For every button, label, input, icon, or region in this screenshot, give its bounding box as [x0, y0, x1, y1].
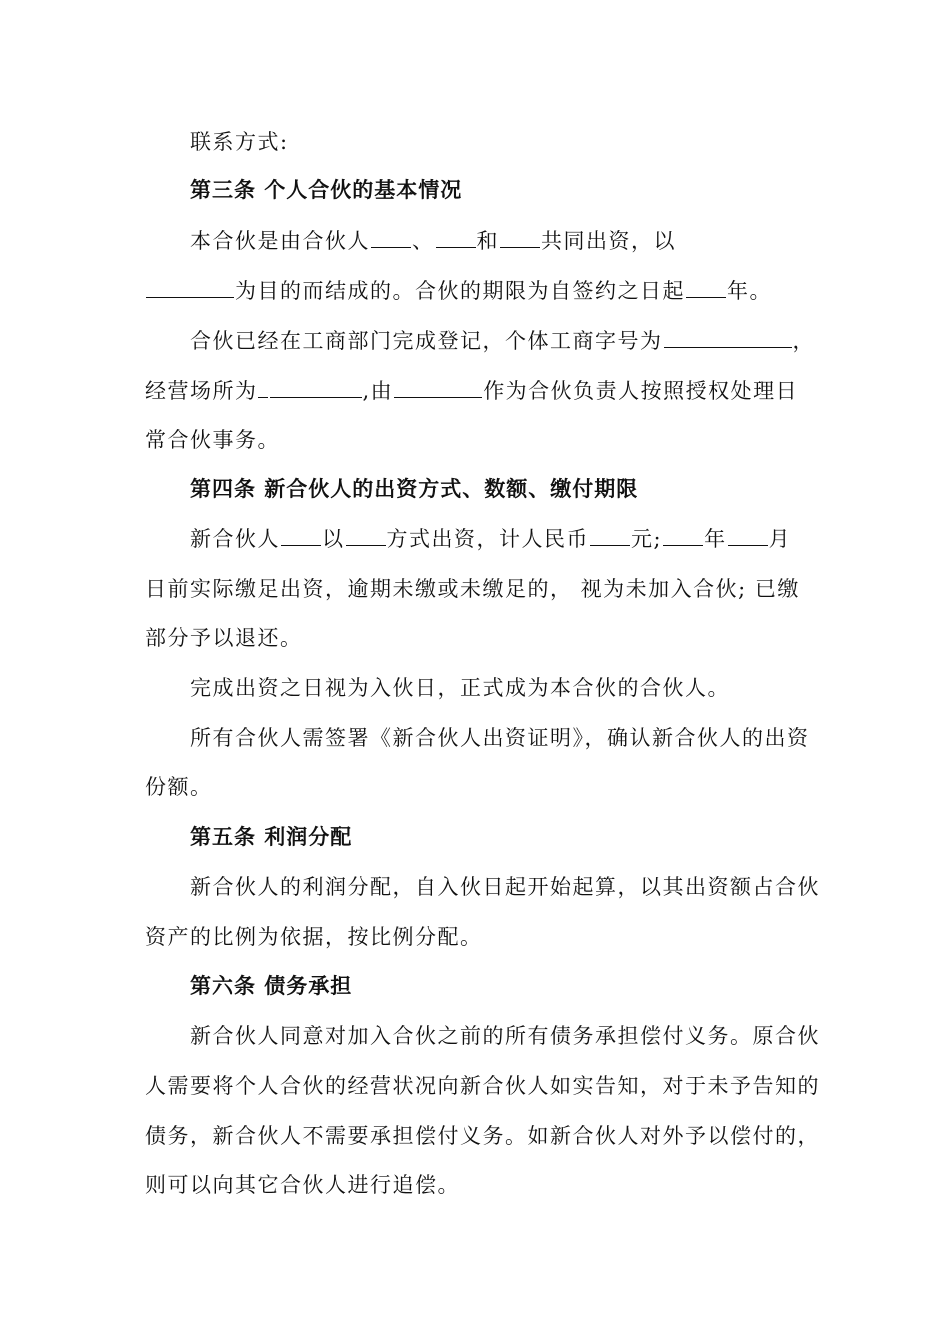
text: 债务，新合伙人不需要承担偿付义务。如新合伙人对外予以偿付的，: [145, 1124, 820, 1148]
paragraph-line: [145, 376, 810, 406]
text: 本合伙是由合伙人: [190, 229, 370, 253]
text: 合伙已经在工商部门完成登记，个体工商字号为: [190, 329, 663, 353]
text: 月: [768, 527, 792, 551]
paragraph-line: [145, 1071, 820, 1101]
text: 完成出资之日视为入伙日，正式成为本合伙的合伙人。: [190, 676, 730, 700]
paragraph-line: [190, 326, 815, 356]
text: 方式出资，计人民币: [386, 527, 589, 551]
blank-field: [663, 524, 703, 546]
text: 经营场所为: [145, 379, 258, 403]
text: 作为合伙负责人按照授权处理日: [483, 379, 799, 403]
text: 联系方式:: [190, 130, 289, 154]
text: 日前实际缴足出资，逾期未缴或未缴足的， 视为未加入合伙; 已缴: [145, 577, 800, 601]
blank-field: [346, 524, 386, 546]
paragraph-line: [190, 524, 810, 554]
paragraph-line: [145, 772, 810, 802]
text: 年。: [727, 279, 772, 303]
text: 资产的比例为依据，按比例分配。: [145, 925, 483, 949]
text: ，: [792, 329, 815, 353]
blank-field: [270, 376, 362, 398]
paragraph-line: [145, 276, 810, 306]
blank-field: [728, 524, 768, 546]
text: 则可以向其它合伙人进行追偿。: [145, 1173, 460, 1197]
blank-field: [371, 226, 411, 248]
article-5-heading: [190, 822, 810, 852]
blank-field: [686, 276, 726, 298]
text: 所有合伙人需签署《新合伙人出资证明》，确认新合伙人的出资: [190, 726, 810, 750]
text: 份额。: [145, 775, 213, 799]
text: 年: [704, 527, 727, 551]
paragraph-line: [190, 226, 810, 256]
paragraph-line: [145, 1170, 810, 1200]
text: 人需要将个人合伙的经营状况向新合伙人如实告知，对于未予告知的: [145, 1074, 820, 1098]
paragraph-line: [190, 673, 810, 703]
text: 新合伙人的利润分配，自入伙日起开始起算，以其出资额占合伙: [190, 875, 820, 899]
article-6-heading: [190, 971, 810, 1001]
paragraph-line: [190, 723, 810, 753]
paragraph-line: [145, 1121, 820, 1151]
article-4-heading: [190, 474, 810, 504]
contact-label: [190, 127, 810, 157]
paragraph-line: [145, 922, 810, 952]
text: 元;: [631, 527, 663, 551]
blank-field: [258, 384, 268, 398]
text: 新合伙人: [190, 527, 280, 551]
text: 和: [476, 229, 499, 253]
text: 第三条 个人合伙的基本情况: [190, 177, 463, 202]
paragraph-line: [190, 872, 820, 902]
text: 常合伙事务。: [145, 428, 280, 452]
paragraph-line: [145, 623, 810, 653]
text: 第五条 利润分配: [190, 824, 353, 849]
paragraph-line: [190, 1021, 820, 1051]
text: 新合伙人同意对加入合伙之前的所有债务承担偿付义务。原合伙: [190, 1024, 820, 1048]
text: 第四条 新合伙人的出资方式、数额、缴付期限: [190, 476, 639, 501]
blank-field: [146, 276, 234, 298]
paragraph-line: [145, 425, 810, 455]
blank-field: [436, 226, 476, 248]
text: 第六条 债务承担: [190, 973, 353, 998]
text: 共同出资，以: [541, 229, 676, 253]
text: 为目的而结成的。合伙的期限为自签约之日起: [235, 279, 685, 303]
text: 、: [412, 229, 435, 253]
text: ,由: [362, 379, 394, 403]
blank-field: [664, 326, 792, 348]
blank-field: [590, 524, 630, 546]
article-3-heading: [190, 175, 810, 205]
blank-field: [394, 376, 482, 398]
blank-field: [281, 524, 321, 546]
blank-field: [500, 226, 540, 248]
text: 部分予以退还。: [145, 626, 303, 650]
paragraph-line: [145, 574, 810, 604]
text: 以: [322, 527, 345, 551]
